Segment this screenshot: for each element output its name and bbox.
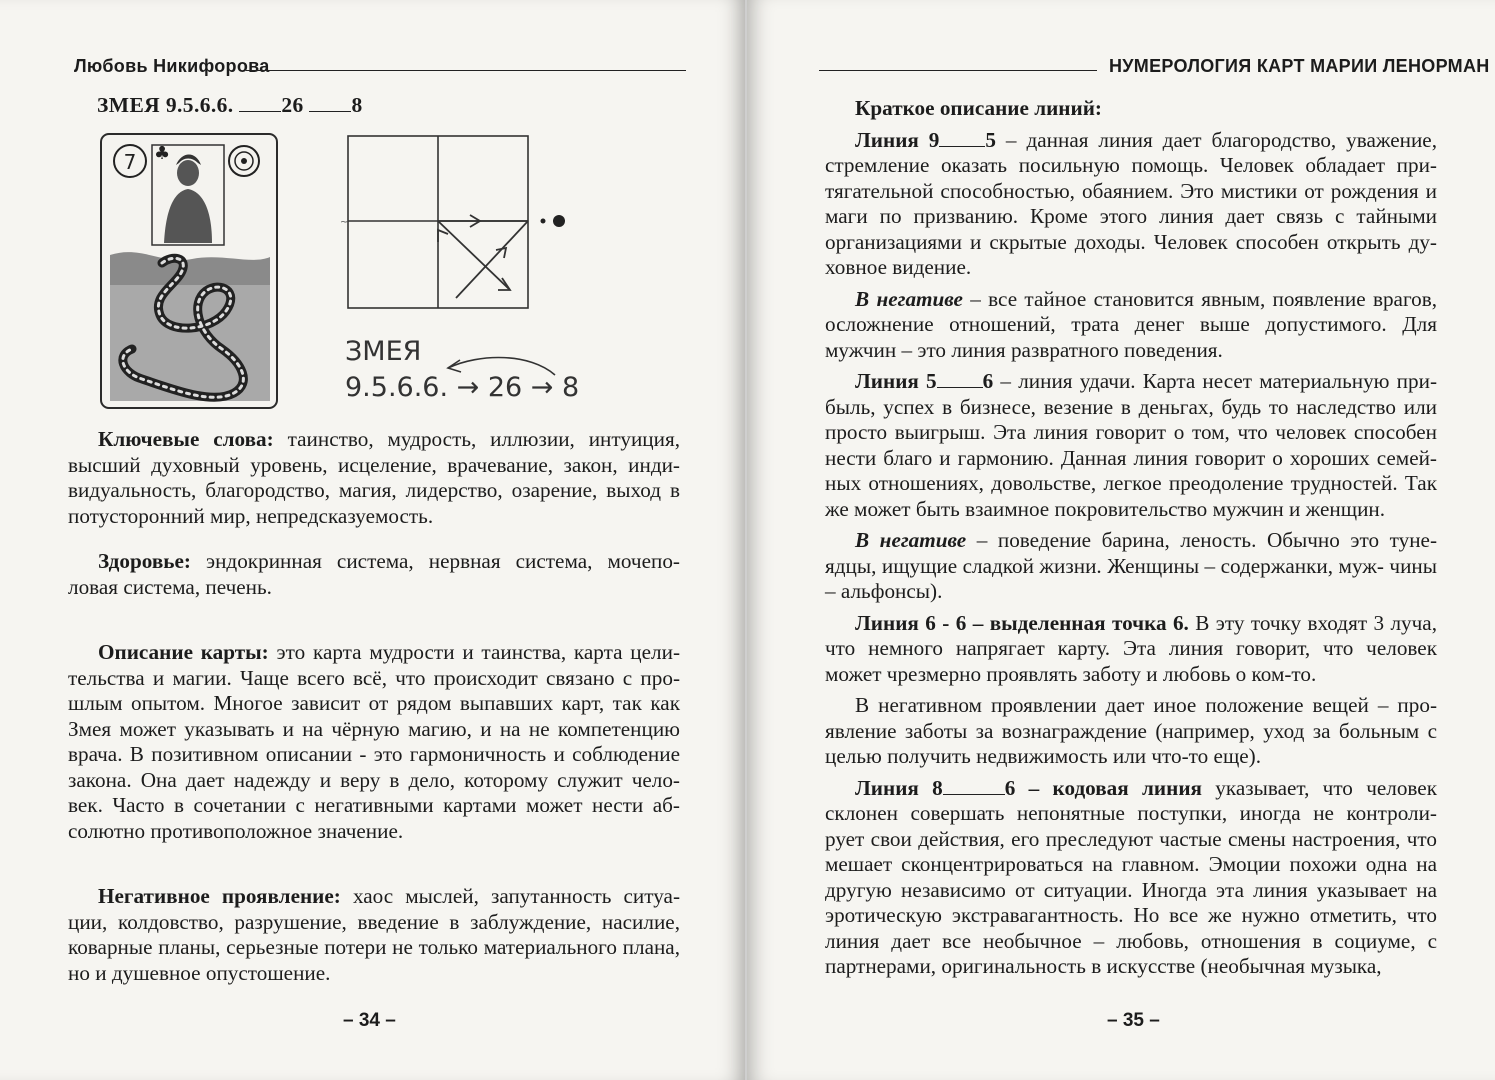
return-arrow-icon [440,350,560,380]
negative-9-5: В негативе – все тайное становится явным, появление врагов, осложнение отношений, трата денег выше допустимого. Для мужчин – это линия развратного поведения. [825,286,1437,362]
diagram-label: ЗМЕЯ [345,336,422,367]
svg-text:~: ~ [340,217,349,228]
section-title: Краткое описание линий: [855,96,1102,120]
negative-5-6: В негативе – поведение барина, леность. Обычно это туне- ядцы, ищущие сладкой жизни. Женщины – содержанки, муж- чины – альфонсы). [825,528,1437,603]
negative-6-6: В негативном проявлении дает иное положение вещей – про- явление заботы за вознаграждение (например, уход за больным с целью получить недвижимость или что-то еще). [825,693,1438,768]
card-number: 7 [123,150,137,174]
author-name: Любовь Никифорова [74,56,270,76]
negative-block: Негативное проявление: хаос мыслей, запутанность ситуа- ции, колдовство, разрушение, введение в заблуждение, насилие, коварные планы, серьезные потери не только материального плана, но и душевное опустошение. [68,884,681,985]
card-heading: ЗМЕЯ 9.5.6.6. 26 8 [97,93,363,117]
queen-figure-icon [164,155,212,244]
lenormand-card-snake [100,133,278,409]
right-page [747,0,1495,1080]
health-block: Здоровье: эндокринная система, нервная система, мочепо- ловая система, печень. [68,549,680,599]
left-running-head [74,56,686,82]
right-running-head [819,56,1490,82]
left-page [0,0,745,1080]
header-rule [246,70,686,71]
line-8-6: Линия 8 6 – кодовая линия указывает, что человек склонен совершать непонятные поступки, иногда не контроли- рует свои действия, его преследуют частые смены настроения, что мешает сконцентрироваться на главном. Эмоции похожи одна на другую независимо от ситуации. Иногда эта линия указывает на эротическую экстравагантность. Но все же нужно отметить, что линия дает все необычное – любовь, отношения в социуме, с партнерами, оригинальность в искусстве (необычная музыка, [825,775,1438,978]
page-number-right: – 35 – [1107,1010,1160,1031]
diagram-sequence: 9.5.6.6. → 26 → 8 [345,372,580,403]
description-block: Описание карты: это карта мудрости и таинства, карта цели- тельства и магии. Чаще всего всё, что происходит связано с про- шлым опытом. Многое зависит от рядом выпавших карт, так как Змея может указывать и на чёрную магию, и на не компетенцию врача. В позитивном описании - это гармоничность и соблюдение закона. Она дает надежду и веру в дело, которому служит чело- век. Часто в сочетании с негативными картами может нести аб- солютно противоположное значение. [68,640,681,843]
line-6-6: Линия 6 - 6 – выделенная точка 6. В эту точку входят 3 луча, что немного напрягает карту. Эта линия говорит, что человек может чрезмерно проявлять заботу и любовь о ком-то. [825,610,1437,686]
club-suit-icon: ♣ [154,143,171,164]
header-rule [819,70,1097,71]
keywords-block: Ключевые слова: таинство, мудрость, иллюзии, интуиция, высший духовный уровень, исцеление, врачевание, закон, инди- видуальность, благородство, магия, лидерство, озарение, выход в потусторонний мир, непредсказуемость. [68,427,681,528]
ornament-icon [229,146,259,176]
lines-description [825,96,1437,980]
page-number-left: – 34 – [343,1010,396,1031]
book-title: НУМЕРОЛОГИЯ КАРТ МАРИИ ЛЕНОРМАН [1109,56,1490,76]
line-5-6: Линия 5 6 – линия удачи. Карта несет материальную при- быль, успех в бизнесе, везение в деньгах, будь то наследство или просто выигрыш. Эта линия говорит о том, что человек способен нести благо и гармонию. Данная линия говорит о хороших семей- ных отношениях, довольстве, легкое преодоление трудностей. Так же может быть взаимное покровительство мужчин и женщин. [825,369,1438,521]
line-9-5: Линия 9 5 – данная линия дает благородство, уважение, стремление оказать посильную помощь. Человек обладает при- тягательной способностью, обаянием. Это мистики от рождения и маги по призванию. Кроме этого линия дает связь с тайными организациями и скрытые доходы. Человек способен открыть ду- ховное видение. [825,127,1438,279]
